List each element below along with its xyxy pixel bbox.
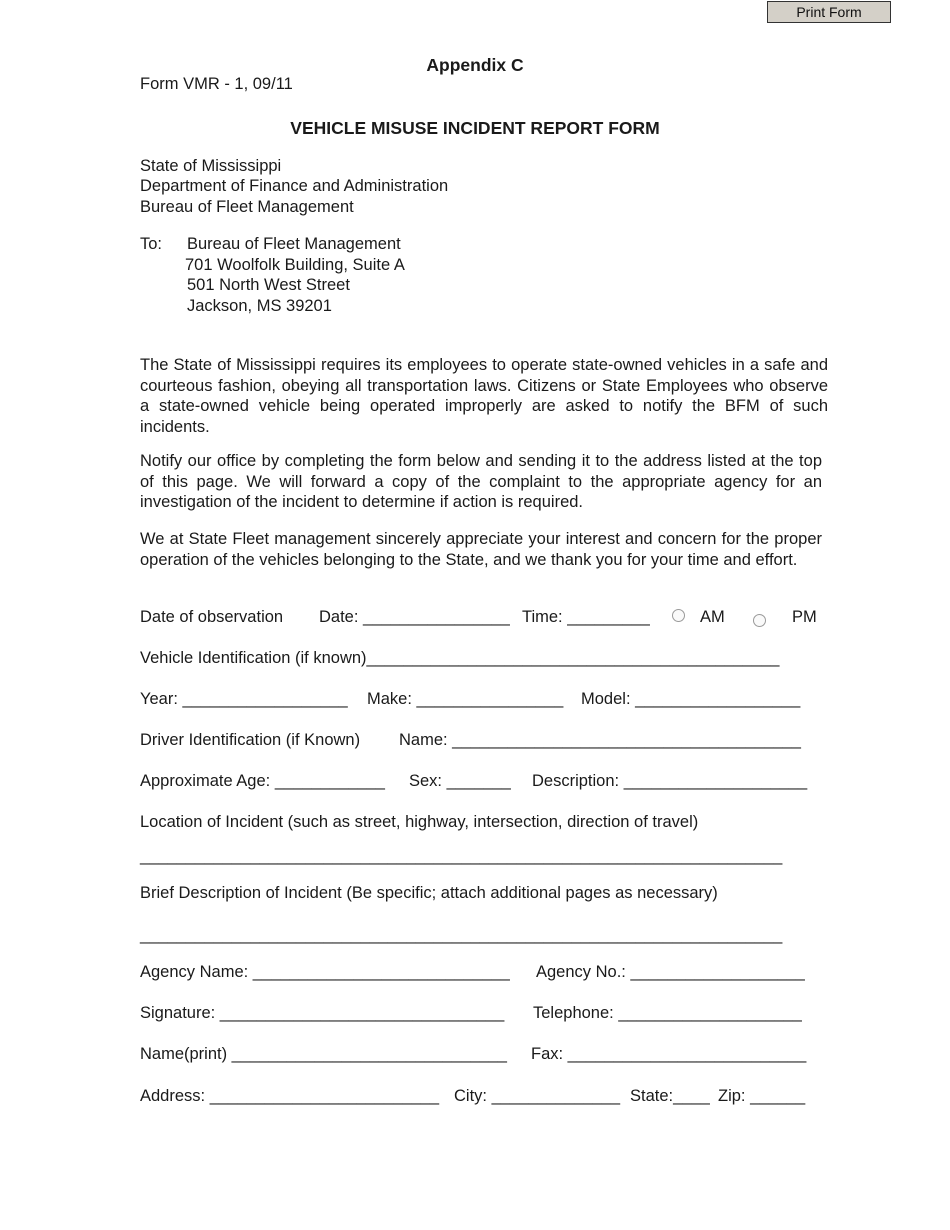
agency-department: Department of Finance and Administration: [140, 177, 449, 195]
pm-radio[interactable]: [753, 614, 766, 627]
to-label: To:: [140, 235, 163, 253]
agency-bureau: Bureau of Fleet Management: [140, 198, 354, 216]
brief-description-field[interactable]: ______________________________________________________________________: [140, 926, 783, 944]
thanks-paragraph: We at State Fleet management sincerely appreciate your interest and concern for the proper operation of the vehicles belonging to the State, and we thank you for your time and effort.: [140, 530, 822, 569]
location-field[interactable]: ______________________________________________________________________: [140, 847, 783, 865]
make-field[interactable]: Make: ________________: [367, 690, 564, 708]
telephone-field[interactable]: Telephone: ____________________: [533, 1004, 802, 1022]
date-of-observation-label: Date of observation: [140, 608, 284, 626]
year-field[interactable]: Year: __________________: [140, 690, 348, 708]
intro-paragraph: The State of Mississippi requires its employees to operate state-owned vehicles in a safe and courteous fashion, obeying all transportation laws. Citizens or State Employees who observe a state-owned vehicle being operated improperly are asked to notify the BFM of such incidents.: [140, 356, 828, 436]
am-radio[interactable]: [672, 609, 685, 622]
state-field[interactable]: State:____: [630, 1087, 710, 1105]
instructions-paragraph: Notify our office by completing the form below and sending it to the address listed at the top of this page. We will forward a copy of the complaint to the appropriate agency for an investigation of the incident to determine if action is required.: [140, 452, 822, 511]
time-field[interactable]: Time: _________: [522, 608, 650, 626]
print-form-button[interactable]: Print Form: [767, 1, 891, 23]
zip-field[interactable]: Zip: ______: [718, 1087, 806, 1105]
to-address-line4: Jackson, MS 39201: [187, 297, 332, 315]
agency-no-field[interactable]: Agency No.: ___________________: [536, 963, 805, 981]
sex-field[interactable]: Sex: _______: [409, 772, 511, 790]
am-label: AM: [700, 608, 725, 626]
agency-name-field[interactable]: Agency Name: ____________________________: [140, 963, 510, 981]
to-address-line3: 501 North West Street: [187, 276, 350, 294]
form-id: Form VMR - 1, 09/11: [140, 75, 293, 93]
fax-field[interactable]: Fax: __________________________: [531, 1045, 807, 1063]
city-field[interactable]: City: ______________: [454, 1087, 621, 1105]
agency-state: State of Mississippi: [140, 157, 282, 175]
date-field[interactable]: Date: ________________: [319, 608, 510, 626]
location-label: Location of Incident (such as street, highway, intersection, direction of travel): [140, 813, 699, 831]
description-field[interactable]: Description: ____________________: [532, 772, 808, 790]
pm-label: PM: [792, 608, 817, 626]
vehicle-id-field[interactable]: Vehicle Identification (if known)_____________________________________________: [140, 649, 780, 667]
driver-name-field[interactable]: Name: ______________________________________: [399, 731, 801, 749]
approx-age-field[interactable]: Approximate Age: ____________: [140, 772, 385, 790]
to-address-line2: 701 Woolfolk Building, Suite A: [185, 256, 405, 274]
name-print-field[interactable]: Name(print) ______________________________: [140, 1045, 507, 1063]
address-field[interactable]: Address: _________________________: [140, 1087, 440, 1105]
appendix-title: Appendix C: [426, 55, 524, 75]
model-field[interactable]: Model: __________________: [581, 690, 801, 708]
brief-description-label: Brief Description of Incident (Be specific; attach additional pages as necessary): [140, 884, 718, 902]
page-title: VEHICLE MISUSE INCIDENT REPORT FORM: [290, 118, 660, 138]
signature-field[interactable]: Signature: _______________________________: [140, 1004, 505, 1022]
driver-id-label: Driver Identification (if Known): [140, 731, 361, 749]
to-address-line1: Bureau of Fleet Management: [187, 235, 401, 253]
